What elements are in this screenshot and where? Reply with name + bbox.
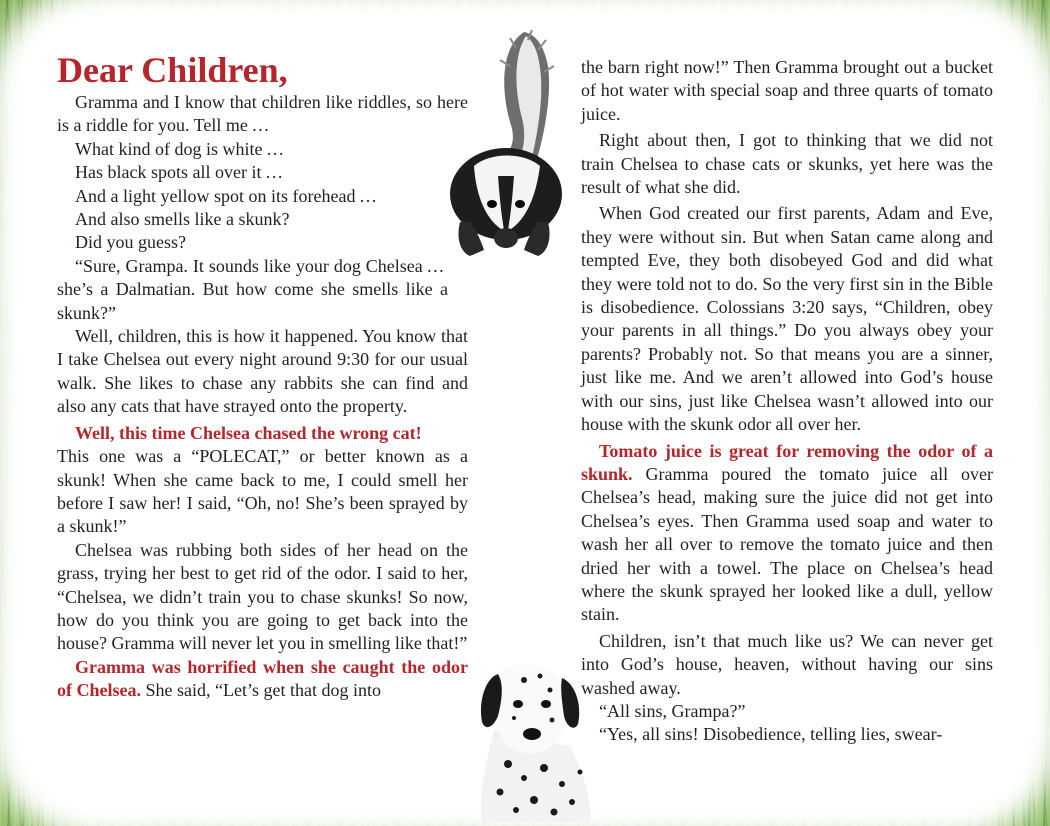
- paragraph-yes-all-sins: “Yes, all sins! Disobedience, telling lies, swear-: [599, 724, 943, 745]
- highlight-horrified: Gramma was horrified when she caught the odor of Chelsea.: [57, 656, 468, 701]
- paragraph-horrified: [57, 656, 468, 703]
- tomato-text: Gramma poured the tomato juice all over Chelsea’s head, making sure the juice did not get into Chelsea’s eyes. Then Gramma used soap and water to wash her all over to remove the tomato juice and then dried her with a towel. The place on Chelsea’s head where the skunk sprayed her looked like a dull, yellow stain.: [581, 463, 993, 625]
- page-title: Dear Children,: [57, 50, 288, 90]
- paragraph-all-sins: “All sins, Grampa?”: [599, 700, 746, 721]
- highlight-wrong-cat: Well, this time Chelsea chased the wrong cat!: [75, 422, 422, 443]
- paragraph-guess: “Sure, Grampa. It sounds like your dog Chelsea … she’s a Dalmatian. But how come she smells like a skunk?”: [57, 255, 448, 323]
- riddle-line-3: And a light yellow spot on its forehead …: [75, 185, 378, 206]
- riddle-line-1: What kind of dog is white …: [75, 138, 285, 159]
- paragraph-riddle: Gramma and I know that children like riddles, so here is a riddle for you. Tell me …: [57, 92, 468, 136]
- paragraph-tomato: [581, 440, 993, 627]
- horrified-text: She said, “Let’s get that dog into: [141, 680, 381, 701]
- riddle-line-4: And also smells like a skunk?: [75, 209, 290, 230]
- paragraph-how-it-happened: Well, children, this is how it happened. You know that I take Chelsea out every night around 9:30 for our usual walk. She likes to chase any rabbits she can find and also any cats that have strayed onto the property.: [57, 326, 468, 417]
- paragraph-children: Children, isn’t that much like us? We can never get into God’s house, heaven, without having our sins washed away.: [581, 630, 993, 698]
- riddle-line-2: Has black spots all over it …: [75, 162, 284, 183]
- paragraph-barn: the barn right now!” Then Gramma brought out a bucket of hot water with special soap and three quarts of tomato juice.: [581, 57, 993, 124]
- paragraph-thinking: Right about then, I got to thinking that we did not train Chelsea to chase cats or skunks, yet here was the result of what she did.: [581, 130, 993, 198]
- left-column: [57, 91, 468, 703]
- highlight-tomato: Tomato juice is great for removing the odor of a skunk.: [581, 440, 993, 484]
- paragraph-rubbing: Chelsea was rubbing both sides of her head on the grass, trying her best to get rid of the odor. I said to her, “Chelsea, we didn’t train you to chase skunks! So now, how do you think you are going to get back into the house? Gramma will never let you in smelling like that!”: [57, 539, 468, 654]
- right-column: [581, 56, 993, 747]
- polecat-text: This one was a “POLECAT,” or better known as a skunk! When she came back to me, I could smell her before I saw her! I said, “Oh, no! She’s been sprayed by a skunk!”: [57, 446, 468, 537]
- paragraph-polecat: [57, 422, 468, 539]
- riddle-line-5: Did you guess?: [75, 232, 186, 253]
- paragraph-god: When God created our first parents, Adam and Eve, they were without sin. But when Satan came along and tempted Eve, they both disobeyed God and did what they were told not to do. So the very first sin in the Bible is disobedience. Colossians 3:20 says, “Children, obey your parents in all things.” Do you always obey your parents? Probably not. So that means you are a sinner, just like me. And we aren’t allowed into God’s house with our sins, just like Chelsea wasn’t allowed into our house with the skunk odor all over her.: [581, 203, 993, 435]
- dalmatian-image: [464, 660, 594, 822]
